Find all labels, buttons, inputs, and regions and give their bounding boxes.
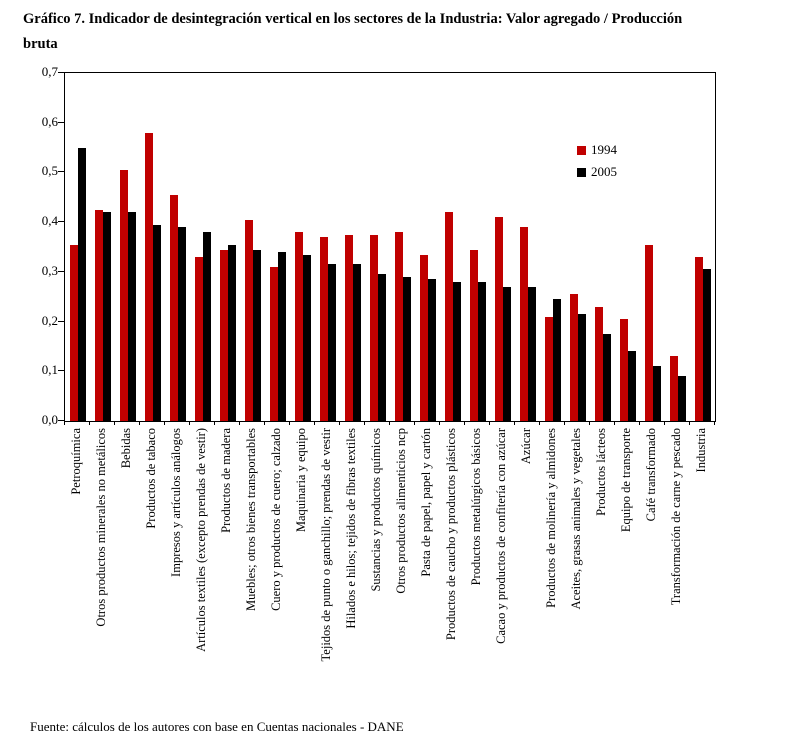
x-label-cell (514, 428, 539, 706)
x-axis-label: Café transformado (644, 428, 658, 522)
x-axis-label: Hilados e hilos; tejidos de fibras textiles (344, 428, 358, 629)
x-label-cell (639, 428, 664, 706)
x-label-cell (264, 428, 289, 706)
x-label-cell (89, 428, 114, 706)
plot-area (64, 72, 716, 422)
x-tick-mark (689, 421, 690, 425)
x-label-cell (664, 428, 689, 706)
x-axis-label: Muebles; otros bienes transportables (244, 428, 258, 611)
x-tick-mark (514, 421, 515, 425)
y-axis-tick-label: 0,1 (41, 362, 58, 378)
bar-1994 (570, 294, 578, 421)
x-tick-mark (464, 421, 465, 425)
bar-2005 (303, 255, 311, 422)
bar-2005 (453, 282, 461, 421)
bar-2005 (378, 274, 386, 421)
bar-2005 (353, 264, 361, 421)
x-axis-labels (64, 428, 714, 706)
chart-title-line1: Gráfico 7. Indicador de desintegración vertical en los sectores de la Industria: Valor agregado / Producción (23, 11, 683, 27)
bar-2005 (653, 366, 661, 421)
x-tick-mark (139, 421, 140, 425)
x-tick-mark (714, 421, 715, 425)
x-tick-mark (664, 421, 665, 425)
x-label-cell (589, 428, 614, 706)
bar-group (215, 73, 240, 421)
bar-group (290, 73, 315, 421)
x-label-cell (389, 428, 414, 706)
bar-1994 (420, 255, 428, 422)
x-tick-mark (64, 421, 65, 425)
bar-group (240, 73, 265, 421)
bar-1994 (620, 319, 628, 421)
bar-2005 (153, 225, 161, 421)
y-axis-tick-label: 0,4 (41, 213, 58, 229)
bar-1994 (245, 220, 253, 421)
x-tick-mark (639, 421, 640, 425)
bar-group (490, 73, 515, 421)
x-axis-label: Equipo de transporte (619, 428, 633, 533)
x-tick-mark (589, 421, 590, 425)
bar-2005 (278, 252, 286, 421)
bar-group (165, 73, 190, 421)
bar-2005 (553, 299, 561, 421)
x-axis-label: Productos lácteos (594, 428, 608, 516)
bar-group (115, 73, 140, 421)
x-tick-mark (164, 421, 165, 425)
x-axis-label: Azúcar (519, 428, 533, 465)
bar-1994 (145, 133, 153, 421)
legend-swatch-icon (577, 168, 586, 177)
bar-group (390, 73, 415, 421)
bar-1994 (70, 245, 78, 422)
bar-group (665, 73, 690, 421)
x-tick-mark (489, 421, 490, 425)
bar-2005 (228, 245, 236, 422)
bar-1994 (270, 267, 278, 421)
legend-label: 2005 (591, 164, 617, 179)
bar-1994 (695, 257, 703, 421)
bar-2005 (703, 269, 711, 421)
legend-label: 1994 (591, 142, 617, 157)
x-label-cell (339, 428, 364, 706)
bar-1994 (470, 250, 478, 422)
bar-group (90, 73, 115, 421)
bar-1994 (120, 170, 128, 421)
bar-1994 (320, 237, 328, 421)
x-tick-mark (389, 421, 390, 425)
x-label-cell (114, 428, 139, 706)
legend-swatch-icon (577, 146, 586, 155)
bar-2005 (628, 351, 636, 421)
bar-group (690, 73, 715, 421)
x-axis-label: Impresos y artículos análogos (169, 428, 183, 577)
x-axis-label: Bebidas (119, 428, 133, 469)
bar-group (140, 73, 165, 421)
x-label-cell (439, 428, 464, 706)
legend-item-1994 (577, 139, 617, 161)
legend-item-2005 (577, 161, 617, 183)
x-axis-label: Sustancias y productos químicos (369, 428, 383, 592)
y-axis-tick-label: 0,5 (41, 163, 58, 179)
x-axis-label: Productos de molinería y almidones (544, 428, 558, 608)
bar-2005 (128, 212, 136, 421)
x-label-cell (414, 428, 439, 706)
x-tick-mark (564, 421, 565, 425)
bar-1994 (395, 232, 403, 421)
x-tick-mark (289, 421, 290, 425)
bar-1994 (295, 232, 303, 421)
x-axis-label: Maquinaria y equipo (294, 428, 308, 533)
bar-group (365, 73, 390, 421)
chart-title (23, 7, 775, 57)
x-label-cell (614, 428, 639, 706)
bar-2005 (428, 279, 436, 421)
x-label-cell (239, 428, 264, 706)
x-tick-mark (614, 421, 615, 425)
y-axis-tick-label: 0,7 (41, 64, 58, 79)
bar-group (340, 73, 365, 421)
bar-1994 (595, 307, 603, 421)
bar-1994 (520, 227, 528, 421)
x-axis-label: Aceites, grasas animales y vegetales (569, 428, 583, 610)
x-label-cell (689, 428, 714, 706)
x-tick-mark (214, 421, 215, 425)
x-axis-label: Cacao y productos de confitería con azúcar (494, 428, 508, 644)
legend (577, 139, 617, 183)
bar-2005 (103, 212, 111, 421)
x-axis-label: Cuero y productos de cuero; calzado (269, 428, 283, 611)
x-axis-label: Productos de tabaco (144, 428, 158, 529)
x-tick-mark (364, 421, 365, 425)
x-axis-label: Productos de madera (219, 428, 233, 533)
bar-group (440, 73, 465, 421)
x-axis-label: Productos metalúrgicos básicos (469, 428, 483, 586)
x-tick-mark (439, 421, 440, 425)
y-axis-tick-label: 0,2 (41, 312, 58, 328)
x-label-cell (289, 428, 314, 706)
bar-1994 (345, 235, 353, 421)
bar-2005 (478, 282, 486, 421)
bars-container (65, 73, 715, 421)
bar-1994 (170, 195, 178, 421)
bar-2005 (328, 264, 336, 421)
x-label-cell (164, 428, 189, 706)
bar-group (615, 73, 640, 421)
y-axis-tick-label: 0,0 (41, 412, 58, 427)
x-tick-mark (314, 421, 315, 425)
bar-group (315, 73, 340, 421)
bar-group (65, 73, 90, 421)
x-tick-mark (189, 421, 190, 425)
x-axis-label: Pasta de papel, papel y cartón (419, 428, 433, 577)
bar-group (465, 73, 490, 421)
x-tick-mark (89, 421, 90, 425)
bar-2005 (178, 227, 186, 421)
bar-2005 (403, 277, 411, 421)
bar-1994 (370, 235, 378, 421)
bar-group (265, 73, 290, 421)
bar-2005 (603, 334, 611, 421)
x-label-cell (364, 428, 389, 706)
bar-group (415, 73, 440, 421)
source-note: Fuente: cálculos de los autores con base en Cuentas nacionales - DANE (30, 719, 404, 734)
bar-group (540, 73, 565, 421)
x-label-cell (314, 428, 339, 706)
x-label-cell (539, 428, 564, 706)
x-tick-mark (264, 421, 265, 425)
bar-2005 (78, 148, 86, 421)
bar-group (565, 73, 590, 421)
x-tick-mark (414, 421, 415, 425)
x-axis-label: Artículos textiles (excepto prendas de vestir) (194, 428, 208, 652)
bar-1994 (220, 250, 228, 422)
x-tick-mark (114, 421, 115, 425)
x-axis-label: Industria (694, 428, 708, 473)
bar-group (515, 73, 540, 421)
bar-1994 (670, 356, 678, 421)
x-axis-label: Productos de caucho y productos plásticos (444, 428, 458, 641)
bar-1994 (195, 257, 203, 421)
x-tick-mark (239, 421, 240, 425)
bar-2005 (578, 314, 586, 421)
bar-2005 (528, 287, 536, 421)
bar-1994 (645, 245, 653, 422)
x-label-cell (489, 428, 514, 706)
bar-group (190, 73, 215, 421)
bar-1994 (95, 210, 103, 421)
x-label-cell (564, 428, 589, 706)
x-label-cell (189, 428, 214, 706)
bar-group (640, 73, 665, 421)
x-axis-label: Otros productos alimenticios ncp (394, 428, 408, 594)
x-axis-label: Tejidos de punto o ganchillo; prendas de vestir (319, 428, 333, 662)
bar-2005 (253, 250, 261, 422)
bar-1994 (545, 317, 553, 421)
x-label-cell (64, 428, 89, 706)
bar-2005 (203, 232, 211, 421)
x-axis-label: Otros productos minerales no metálicos (94, 428, 108, 627)
y-axis-tick-label: 0,6 (41, 113, 58, 129)
x-label-cell (214, 428, 239, 706)
bar-1994 (445, 212, 453, 421)
y-axis-tick-label: 0,3 (41, 262, 58, 278)
chart-title-line2: bruta (23, 36, 58, 52)
x-tick-mark (339, 421, 340, 425)
x-tick-mark (539, 421, 540, 425)
bar-1994 (495, 217, 503, 421)
x-label-cell (139, 428, 164, 706)
x-axis-label: Transformación de carne y pescado (669, 428, 683, 606)
bar-2005 (678, 376, 686, 421)
x-label-cell (464, 428, 489, 706)
bar-group (590, 73, 615, 421)
x-axis-label: Petroquímica (69, 428, 83, 495)
bar-2005 (503, 287, 511, 421)
